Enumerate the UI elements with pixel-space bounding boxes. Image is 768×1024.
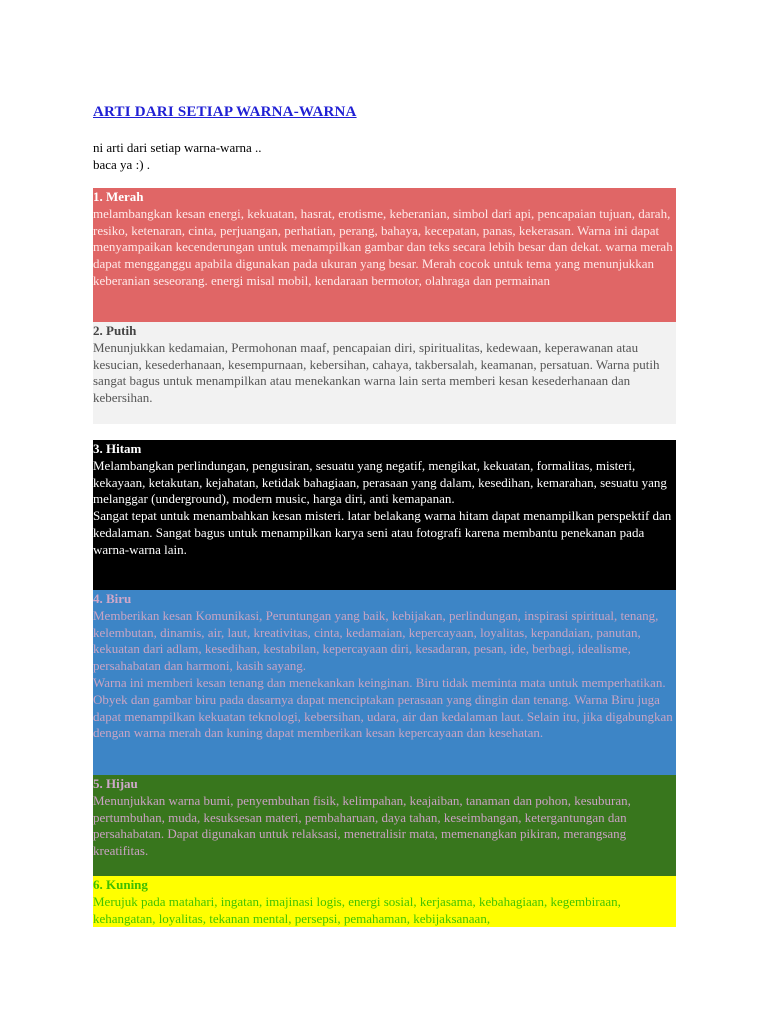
intro-line: ni arti dari setiap warna-warna .. <box>93 140 262 155</box>
section-heading: 6. Kuning <box>93 877 148 892</box>
section-hitam <box>93 440 676 590</box>
section-heading: 1. Merah <box>93 189 144 204</box>
section-biru <box>93 590 676 775</box>
document-title[interactable]: ARTI DARI SETIAP WARNA-WARNA <box>93 104 357 120</box>
section-text: melambangkan kesan energi, kekuatan, hasrat, erotisme, keberanian, simbol dari api, pencapaian tujuan, darah, resiko, ketenaran, cinta, perjuangan, perhatian, perang, bahaya, kecepatan, panas, kekerasan. Warna ini dapat menyampaikan kecenderungan untuk menampilkan gambar dan teks secara lebih besar dan dekat. warna merah dapat mengganggu apabila digunakan pada ukuran yang besar. Merah cocok untuk tema yang menunjukkan keberanian seseorang. energi misal mobil, kendaraan bermotor, olahraga dan permainan <box>93 205 673 288</box>
intro-line: baca ya :) . <box>93 156 151 172</box>
section-merah <box>93 188 676 322</box>
section-kuning <box>93 876 676 927</box>
section-heading: 4. Biru <box>93 591 132 606</box>
section-text: Warna ini memberi kesan tenang dan menekankan keinginan. Biru tidak meminta mata untuk memperhatikan. Obyek dan gambar biru pada dasarnya dapat menciptakan perasaan yang dingin dan tenang. Warna Biru juga dapat menampilkan kekuatan teknologi, kebersihan, udara, air dan kedalaman laut. Selain itu, jika digabungkan dengan warna merah dan kuning dapat memberikan kesan kepercayaan dan kesehatan. <box>93 674 673 741</box>
section-text: Memberikan kesan Komunikasi, Peruntungan yang baik, kebijakan, perlindungan, inspirasi spiritual, tenang, kelembutan, dinamis, air, laut, kreativitas, cinta, kedamaian, kepercayaan, loyalitas, kepandaian, panutan, kekuatan dari adlam, kesedihan, kestabilan, kepercayaan diri, kesadaran, pesan, ide, berbagi, idealisme, persahabatan dan harmoni, kasih sayang. <box>93 607 659 674</box>
section-heading: 5. Hijau <box>93 776 138 791</box>
section-hijau <box>93 775 676 876</box>
section-text: Sangat tepat untuk menambahkan kesan misteri. latar belakang warna hitam dapat menampilkan perspektif dan kedalaman. Sangat bagus untuk menampilkan karya seni atau fotografi karena membantu penekanan pada warna-warna lain. <box>93 508 672 557</box>
section-heading: 2. Putih <box>93 323 137 338</box>
section-text: Melambangkan perlindungan, pengusiran, sesuatu yang negatif, mengikat, kekuatan, formalitas, misteri, kekayaan, ketakutan, kejahatan, ketidak bahagiaan, perasaan yang dalam, kesedihan, kemarahan, sesuatu yang melanggar (underground), modern music, harga diri, anti kemapanan. <box>93 457 667 507</box>
section-heading: 3. Hitam <box>93 441 142 456</box>
section-text: Merujuk pada matahari, ingatan, imajinasi logis, energi sosial, kerjasama, kebahagiaan, kegembiraan, kehangatan, loyalitas, tekanan mental, persepsi, pemahaman, kebijaksanaan, <box>93 893 621 926</box>
section-text: Menunjukkan warna bumi, penyembuhan fisik, kelimpahan, keajaiban, tanaman dan pohon, kesuburan, pertumbuhan, muda, kesuksesan materi, pembaharuan, daya tahan, keseimbangan, ketergantungan dan persahabatan. Dapat digunakan untuk relaksasi, menetralisir mata, memenangkan pikiran, merangsang kreatifitas. <box>93 792 631 859</box>
intro-text <box>93 140 262 174</box>
section-putih <box>93 322 676 424</box>
section-text: Menunjukkan kedamaian, Permohonan maaf, pencapaian diri, spiritualitas, kedewaan, keperawanan atau kesucian, kesederhanaan, kesempurnaan, kebersihan, cahaya, takbersalah, keamanan, persatuan. Warna putih sangat bagus untuk menampilkan atau menekankan warna lain serta memberi kesan kesederhanaan dan kebersihan. <box>93 339 660 406</box>
